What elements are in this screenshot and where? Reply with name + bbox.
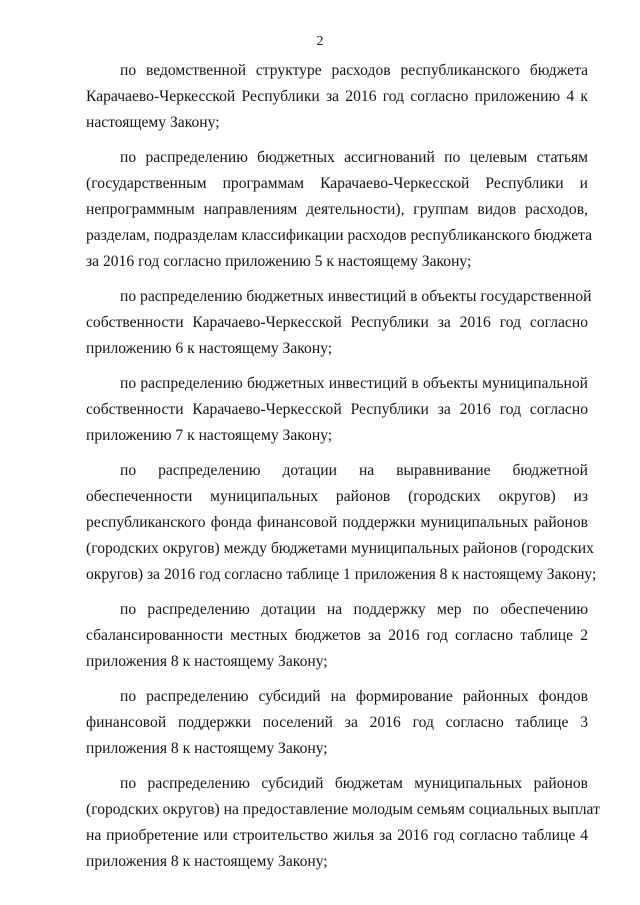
text-line: обеспеченности муниципальных районов (городских округов) из — [86, 488, 588, 505]
text-line: по ведомственной структуре расходов республиканского бюджета — [120, 62, 588, 79]
text-line: приложения 8 к настоящему Закону; — [86, 740, 328, 757]
text-line: приложению 6 к настоящему Закону; — [86, 340, 333, 357]
text-line: по распределению дотации на выравнивание бюджетной — [120, 462, 588, 479]
text-line: за 2016 год согласно приложению 5 к настоящему Закону; — [86, 253, 472, 270]
paragraph — [86, 371, 588, 449]
page-number: 2 — [316, 34, 324, 49]
paragraph — [86, 597, 588, 675]
text-line: по распределению субсидий бюджетам муниципальных районов — [120, 775, 588, 792]
text-line: сбалансированности местных бюджетов за 2016 год согласно таблице 2 — [86, 627, 588, 644]
text-line: разделам, подразделам классификации расходов республиканского бюджета — [86, 227, 593, 244]
text-line: настоящему Закону; — [86, 114, 220, 131]
paragraph — [86, 145, 593, 275]
text-line: приложению 7 к настоящему Закону; — [86, 427, 333, 444]
text-line: непрограммным направлениям деятельности), группам видов расходов, — [86, 201, 588, 218]
paragraph — [86, 684, 588, 762]
text-line: по распределению бюджетных инвестиций в объекты государственной — [120, 288, 592, 305]
text-line: по распределению бюджетных ассигнований по целевым статьям — [120, 149, 588, 166]
text-line: приложения 8 к настоящему Закону; — [86, 853, 328, 870]
paragraph — [86, 58, 588, 136]
text-line: (государственным программам Карачаево-Черкесской Республики и — [86, 175, 588, 192]
text-line: по распределению бюджетных инвестиций в объекты муниципальной — [120, 375, 588, 392]
text-line: по распределению дотации на поддержку мер по обеспечению — [120, 601, 588, 618]
text-line: приложения 8 к настоящему Закону; — [86, 653, 328, 670]
paragraph — [86, 284, 592, 362]
text-line: на приобретение или строительство жилья за 2016 год согласно таблице 4 — [86, 827, 588, 844]
text-line: (городских округов) между бюджетами муниципальных районов (городских — [86, 540, 594, 557]
document-body — [86, 58, 600, 884]
text-line: финансовой поддержки поселений за 2016 год согласно таблице 3 — [86, 714, 588, 731]
text-line: республиканского фонда финансовой поддержки муниципальных районов — [86, 514, 588, 531]
text-line: собственности Карачаево-Черкесской Республики за 2016 год согласно — [86, 314, 588, 331]
text-line: Карачаево-Черкесской Республики за 2016 год согласно приложению 4 к — [86, 88, 588, 105]
text-line: (городских округов) на предоставление молодым семьям социальных выплат — [86, 801, 600, 818]
paragraph — [86, 458, 597, 588]
text-line: по распределению субсидий на формирование районных фондов — [120, 688, 588, 705]
text-line: округов) за 2016 год согласно таблице 1 приложения 8 к настоящему Закону; — [86, 566, 597, 583]
paragraph — [86, 771, 600, 875]
text-line: собственности Карачаево-Черкесской Республики за 2016 год согласно — [86, 401, 588, 418]
